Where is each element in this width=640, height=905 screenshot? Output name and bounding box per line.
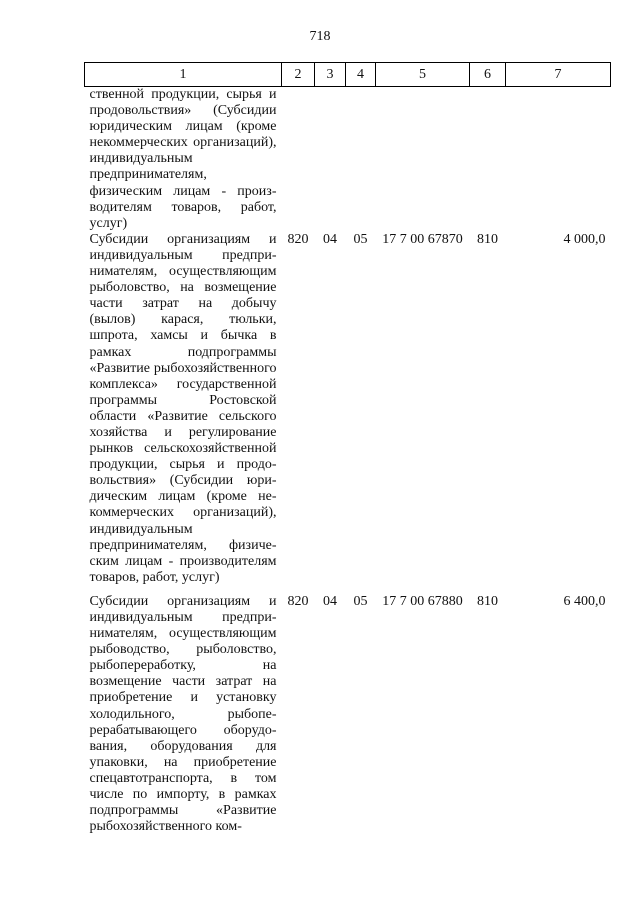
subsection-code: 05	[353, 231, 368, 247]
page-number: 718	[309, 29, 331, 44]
column-header-5: 5	[376, 63, 470, 87]
expense-type-code	[470, 87, 506, 232]
subsection-code	[346, 87, 376, 232]
expense-type-code: 810	[477, 593, 498, 609]
amount	[506, 87, 611, 232]
row-description: Субсидии организациям и индивидуальным предпринимателям, осуществляющим рыболовство, на возмещение части затрат на добычу (вылов) карася, тюльки, шпрота, хамсы и бычка в рамках подпрограммы «Развитие рыбохозяйственного комплекса» государственной программы Ростовской области «Развитие сельского хозяйства и регулирование рынков сельскохозяйственной продукции, сырья и продовольствия» (Субсидии юридическим лицам (кроме некоммерческих организаций), индивидуальным предпринимателям, физическим лицам - производителям товаров, работ, услуг)	[89, 231, 277, 585]
section-code: 04	[323, 231, 337, 247]
ministry-code	[282, 87, 315, 232]
column-header-7: 7	[506, 63, 611, 87]
amount: 6 400,0	[563, 593, 606, 609]
table-row	[85, 87, 611, 232]
column-header-2: 2	[282, 63, 315, 87]
row-description: Субсидии организациям и индивидуальным предпринимателям, осуществляющим рыбоводство, рыболовство, рыбопереработку, на возмещение части затрат на приобретение и установку холодильного, рыбоперерабатывающего оборудования, оборудования для упаковки, на приобретение спецавтотранспорта, в том числе по импорту, в рамках подпрограммы «Развитие рыбохозяйственного ком-	[89, 593, 277, 835]
ministry-code: 820	[287, 231, 309, 247]
expense-type-code: 810	[477, 231, 498, 247]
section-code	[315, 87, 346, 232]
target-article-code	[376, 87, 470, 232]
table-header-row	[85, 63, 611, 87]
subsection-code: 05	[353, 593, 368, 609]
column-header-1: 1	[85, 63, 282, 87]
amount: 4 000,0	[563, 231, 606, 247]
target-article-code: 17 7 00 67880	[382, 593, 463, 609]
target-article-code: 17 7 00 67870	[382, 231, 463, 247]
column-header-4: 4	[346, 63, 376, 87]
budget-table	[84, 62, 611, 843]
section-code: 04	[323, 593, 337, 609]
column-header-6: 6	[470, 63, 506, 87]
table-row	[85, 594, 611, 843]
row-description: ственной продукции, сырья и продовольствия» (Субсидии юридическим лицам (кроме некоммерческих организаций), индивидуальным предпринимателям, физическим лицам - производителям товаров, работ, услуг)	[89, 87, 277, 231]
ministry-code: 820	[287, 593, 309, 609]
table-row	[85, 232, 611, 594]
column-header-3: 3	[315, 63, 346, 87]
